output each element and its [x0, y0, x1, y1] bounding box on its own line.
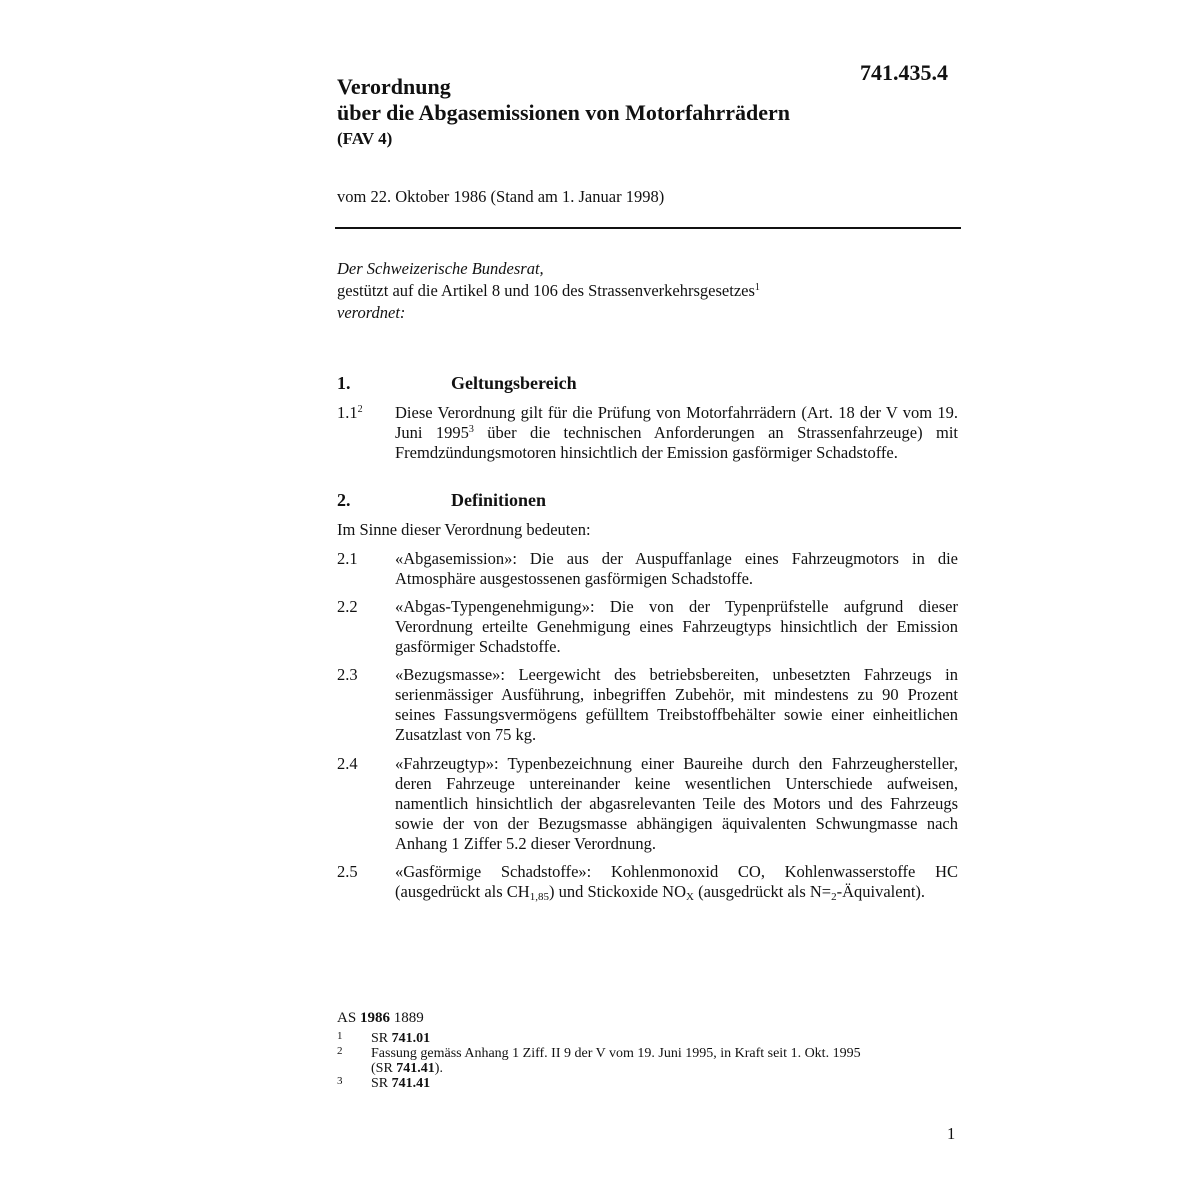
- official-compilation-ref: AS 1986 1889: [337, 1010, 424, 1026]
- footnote-3: 3 SR 741.41: [337, 1075, 431, 1091]
- preamble-decree: verordnet:: [337, 303, 406, 322]
- document-title: [337, 74, 790, 126]
- paragraph-number: 2.4: [337, 754, 358, 773]
- title-line-1: Verordnung: [337, 74, 451, 99]
- footnote-ref: 2: [357, 404, 363, 415]
- document-abbreviation: (FAV 4): [337, 129, 393, 148]
- footnote-number: 1: [337, 1030, 343, 1042]
- paragraph-number: 2.2: [337, 597, 358, 616]
- footnotes: [337, 1011, 947, 1091]
- paragraph-1-1: [337, 403, 958, 463]
- footnote-number: 3: [337, 1075, 343, 1087]
- footnote-ref: 3: [468, 424, 474, 435]
- definition-2-5: [337, 862, 958, 902]
- paragraph-number: 2.5: [337, 862, 358, 881]
- paragraph-number: 2.1: [337, 549, 358, 568]
- paragraph-text: «Bezugsmasse»: Leergewicht des betriebsbereiten, unbesetzten Fahrzeugs in serienmässiger Ausführung, inbegriffen Zubehör, mit mindestens zu 90 Prozent seines Fassungsvermögens gefülltem Treibstoffbehälter sowie einer einheitlichen Zusatzlast von 75 kg.: [395, 665, 958, 744]
- section-number: 1.: [337, 373, 351, 393]
- document-date: vom 22. Oktober 1986 (Stand am 1. Januar 1998): [337, 187, 665, 206]
- section-title: Geltungsbereich: [451, 373, 577, 393]
- definitions-intro: Im Sinne dieser Verordnung bedeuten:: [337, 520, 591, 539]
- footnote-ref: 1: [754, 282, 760, 293]
- paragraph-text: «Abgas-Typengenehmigung»: Die von der Typenprüfstelle aufgrund dieser Verordnung erteilte Genehmigung eines Fahrzeugtyps hinsichtlich der Emission gasförmiger Schadstoffe.: [395, 597, 958, 656]
- definition-2-4: [337, 754, 958, 854]
- paragraph-number: $1.1^2$: [337, 403, 363, 422]
- section-number: 2.: [337, 490, 351, 510]
- footnote-number: 2: [337, 1045, 343, 1057]
- definition-2-1: [337, 549, 958, 589]
- sr-number: 741.435.4: [860, 60, 948, 85]
- preamble-authority: Der Schweizerische Bundesrat,: [337, 259, 544, 278]
- preamble-basis: gestützt auf die Artikel 8 und 106 des Strassenverkehrsgesetzes$^1$: [337, 281, 760, 300]
- paragraph-number: 2.3: [337, 665, 358, 684]
- title-line-2: über die Abgasemissionen von Motorfahrrädern: [337, 100, 791, 125]
- footnote-1: 1 SR 741.01: [337, 1030, 431, 1046]
- section-title: Definitionen: [451, 490, 547, 510]
- page-number: 1: [947, 1124, 956, 1143]
- footnote-2: 2 Fassung gemäss Anhang 1 Ziff. II 9 der V vom 19. Juni 1995, in Kraft seit 1. Okt. 1995 (SR 741.41).: [337, 1045, 861, 1076]
- paragraph-text: Diese Verordnung gilt für die Prüfung von Motorfahrrädern (Art. 18 der V vom 19. Juni 1995$^3$ über die technischen Anforderungen an Strassenfahrzeuge) mit Fremdzündungsmotoren hinsichtlich der Emission gasförmiger Schadstoffe.: [395, 403, 958, 462]
- paragraph-text: «Abgasemission»: Die aus der Auspuffanlage eines Fahrzeugmotors in die Atmosphäre ausgestossenen gasförmigen Schadstoffe.: [395, 549, 958, 588]
- preamble: [337, 258, 760, 324]
- definition-2-2: [337, 597, 958, 657]
- paragraph-text: «Gasförmige Schadstoffe»: Kohlenmonoxid CO, Kohlenwasserstoffe HC (ausgedrückt als $CH_{1,85}$) und Stickoxide $NO_X$ (ausgedrückt als $N=_2-Äquivalent$).: [395, 862, 958, 903]
- paragraph-text: «Fahrzeugtyp»: Typenbezeichnung einer Baureihe durch den Fahrzeughersteller, deren Fahrzeuge untereinander keine wesentlichen Unterschiede aufweisen, namentlich hinsichtlich der abgasrelevanten Teile des Motors und des Fahrzeugs sowie der von der Bezugsmasse abhängigen äquivalenten Schwungmasse nach Anhang 1 Ziffer 5.2 dieser Verordnung.: [395, 754, 958, 853]
- definition-2-3: [337, 665, 958, 745]
- header-divider: [335, 227, 961, 229]
